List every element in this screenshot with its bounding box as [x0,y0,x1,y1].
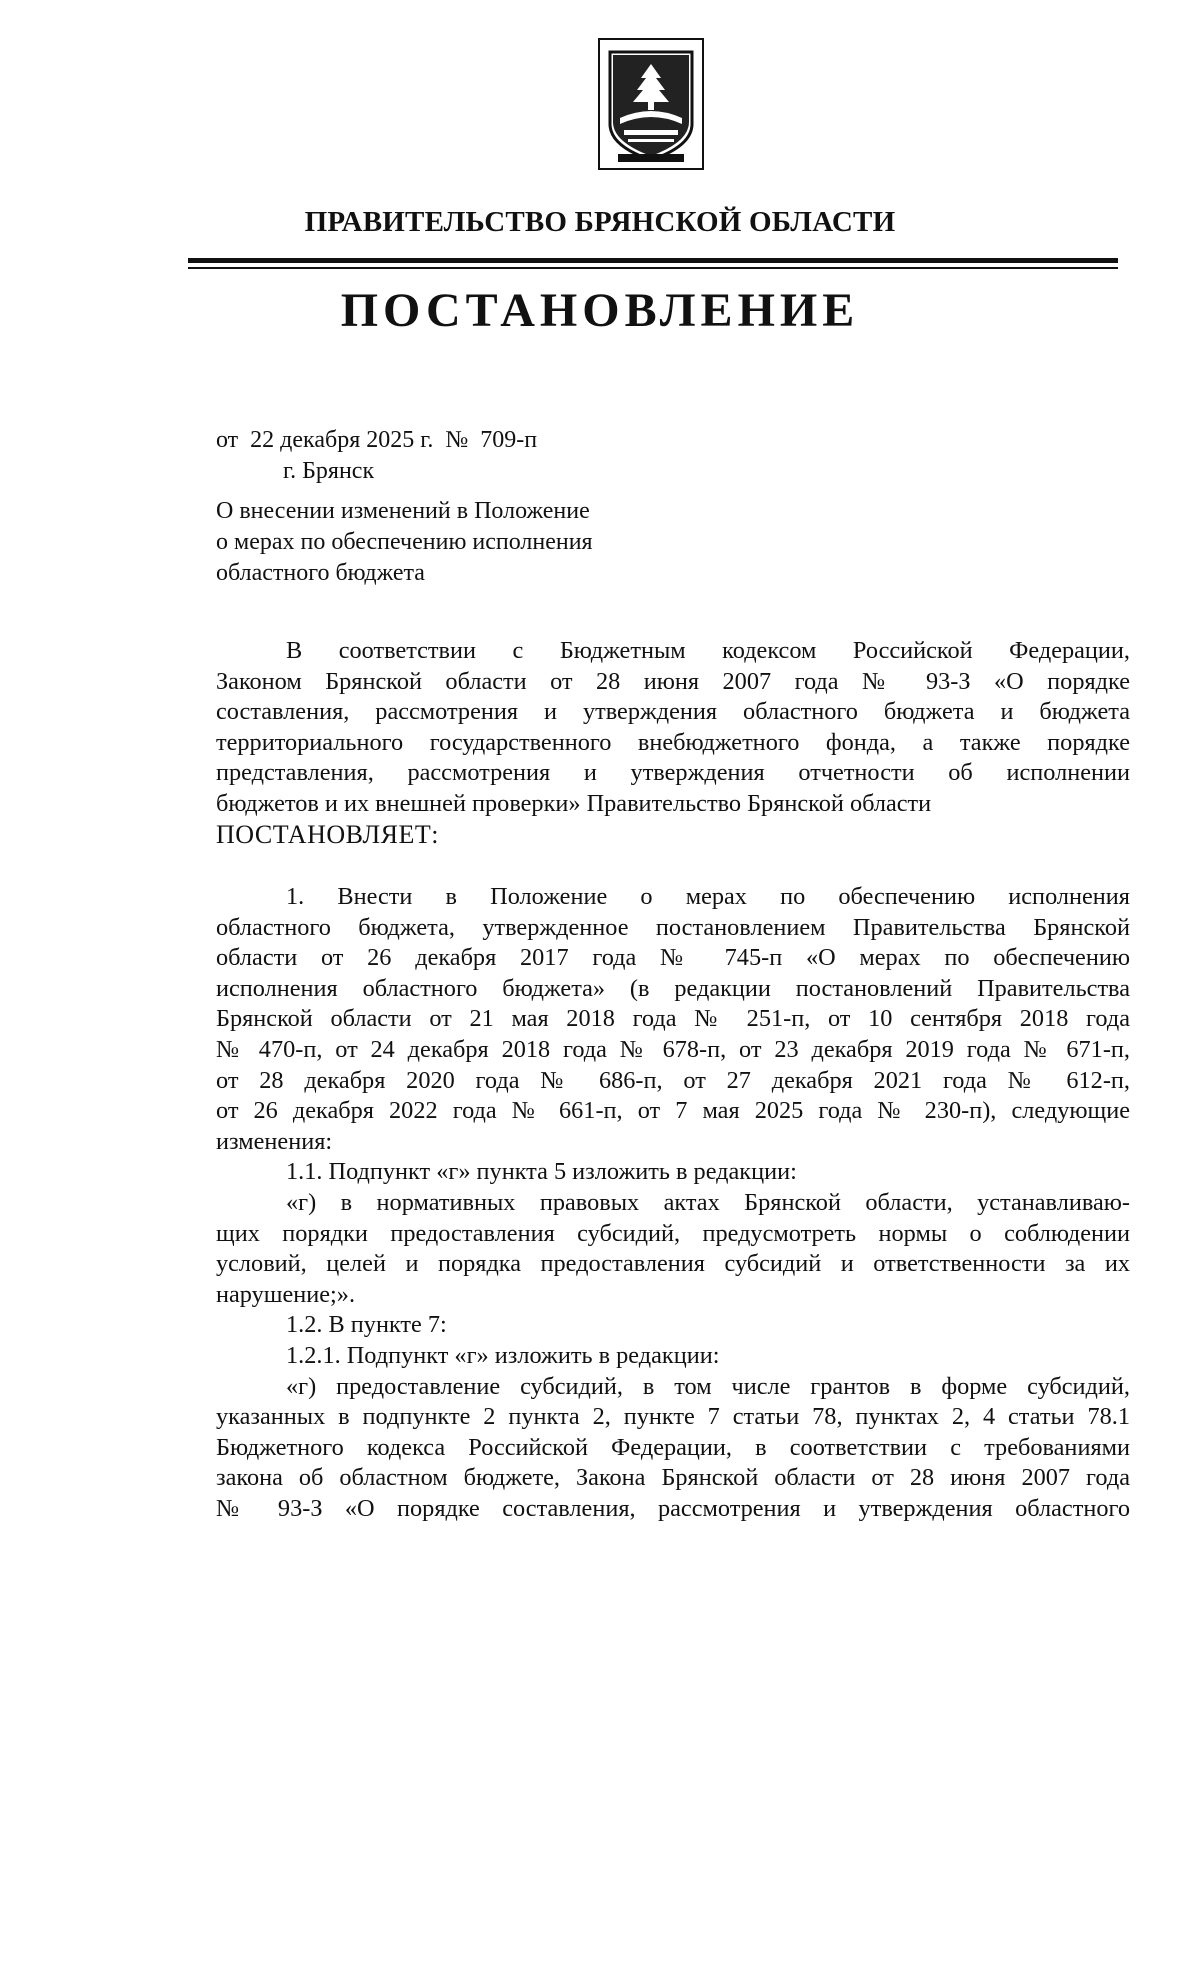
subject-line: О внесении изменений в Положение [216,498,590,524]
preamble-line: представления, рассмотрения и утверждения отчетности об исполнении [216,759,1130,787]
document-subject [216,496,736,589]
preamble-line: В соответствии с Бюджетным кодексом Российской Федерации, [286,637,1130,664]
body-line: 1. Внести в Положение о мерах по обеспечению исполнения [286,883,1130,910]
body-line: исполнения областного бюджета» (в редакции постановлений Правительства [216,974,1130,1002]
body-line: «г) в нормативных правовых актах Брянской области, устанавливаю- [286,1188,1130,1216]
subject-line: областного бюджета [216,560,425,586]
body-line: Бюджетного кодекса Российской Федерации, в соответствии с требованиями [216,1433,1130,1461]
body-line: от 28 декабря 2020 года № 686-п, от 27 декабря 2021 года № 612-п, [216,1066,1130,1094]
body-line: указанных в подпункте 2 пункта 2, пункте 7 статьи 78, пунктах 2, 4 статьи 78.1 [216,1403,1130,1431]
body-line: 1.2.1. Подпункт «г» изложить в редакции: [286,1341,720,1369]
resolves-word: ПОСТАНОВЛЯЕТ: [216,819,439,849]
body-line: закона об областном бюджете, Закона Брянской области от 28 июня 2007 года [216,1464,1130,1492]
preamble [216,636,1130,850]
body-line: области от 26 декабря 2017 года № 745-п «О мерах по обеспечению [216,944,1130,972]
body-line: нарушение;». [216,1280,356,1308]
body-line: областного бюджета, утвержденное постановлением Правительства Брянской [216,913,1130,941]
body-line: 1.1. Подпункт «г» пункта 5 изложить в редакции: [286,1158,797,1186]
bryansk-coat-of-arms-icon [598,38,704,170]
body-line: условий, целей и порядка предоставления субсидий и ответственности за их [216,1250,1130,1278]
preamble-line: территориального государственного внебюджетного фонда, а также порядке [216,728,1130,756]
header-divider-thick [188,258,1118,263]
document-type-title: ПОСТАНОВЛЕНИЕ [340,284,860,337]
government-name: ПРАВИТЕЛЬСТВО БРЯНСКОЙ ОБЛАСТИ [304,206,896,238]
subject-line: о мерах по обеспечению исполнения [216,529,593,555]
body-line: Брянской области от 21 мая 2018 года № 251-п, от 10 сентября 2018 года [216,1005,1130,1033]
body-section [216,882,1130,1524]
body-line: от 26 декабря 2022 года № 661-п, от 7 мая 2025 года № 230-п), следующие [216,1097,1130,1125]
body-line: щих порядки предоставления субсидий, предусмотреть нормы о соблюдении [216,1219,1130,1247]
body-line: «г) предоставление субсидий, в том числе грантов в форме субсидий, [286,1372,1130,1400]
body-line: 1.2. В пункте 7: [286,1311,447,1339]
body-line: № 93-З «О порядке составления, рассмотрения и утверждения областного [216,1494,1130,1522]
preamble-line: составления, рассмотрения и утверждения областного бюджета и бюджета [216,698,1130,726]
header-divider-thin [188,267,1118,269]
city-line: г. Брянск [283,458,375,484]
preamble-line: бюджетов и их внешней проверки» Правительство Брянской области [216,789,932,817]
body-line: изменения: [216,1127,333,1155]
date-and-number: от 22 декабря 2025 г. № 709-п [216,427,538,453]
preamble-line: Законом Брянской области от 28 июня 2007 года № 93-З «О порядке [216,667,1130,695]
body-line: № 470-п, от 24 декабря 2018 года № 678-п, от 23 декабря 2019 года № 671-п, [216,1035,1130,1063]
